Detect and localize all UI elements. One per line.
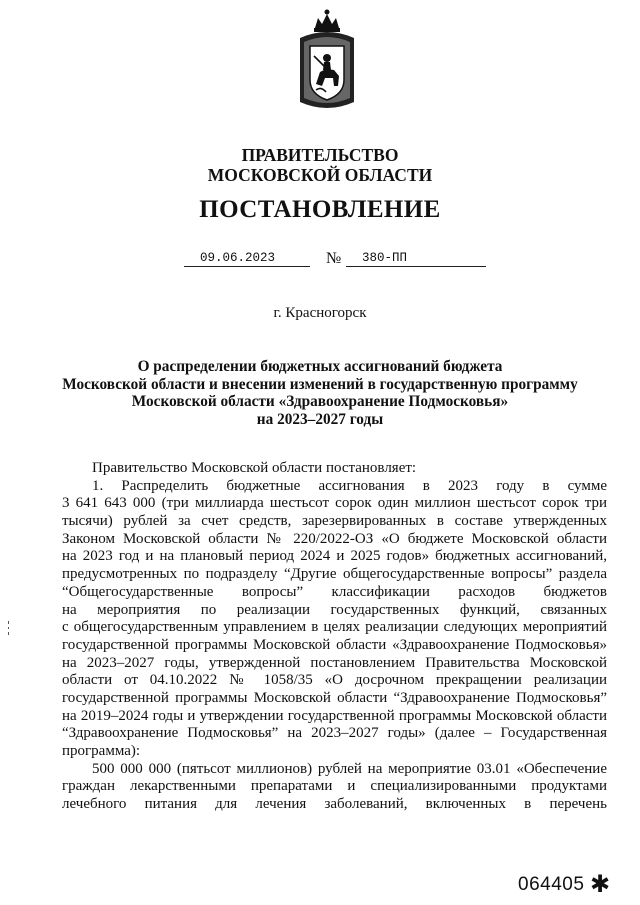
date-underline	[184, 266, 310, 267]
asterisk-icon: ✱	[590, 870, 611, 898]
body-line: Правительство Московской области постановляет:	[92, 460, 417, 476]
document-type-heading: ПОСТАНОВЛЕНИЕ	[199, 196, 441, 223]
body-line: государственной программы Московской области «Здравоохранение Подмосковья»	[62, 636, 607, 653]
body-line: государственной программы Московской области “Здравоохранение Подмосковья”	[62, 689, 607, 706]
number-sign: №	[326, 250, 342, 267]
body-line: лечебного питания для лечения заболеваний, включенных в перечень	[62, 796, 607, 813]
body-line: “Здравоохранение Подмосковья” на 2023–2027 годы» (далее – Государственная	[62, 725, 607, 742]
body-line: “Общегосударственные вопросы” классификации расходов бюджетов	[62, 583, 607, 600]
body-line: Законом Московской области № 220/2022-ОЗ «О бюджете Московской области	[62, 530, 607, 547]
body-line: 500 000 000 (пятьсот миллионов) рублей на мероприятие 03.01 «Обеспечение	[92, 760, 607, 777]
body-line: с общегосударственным управлением в целях реализации следующих мероприятий	[62, 619, 607, 636]
body-line: тысячи) рублей за счет средств, зарезервированных в составе утвержденных	[62, 513, 607, 530]
body-line: 1. Распределить бюджетные ассигнования в 2023 году в сумме	[92, 477, 607, 494]
org-name-line2: МОСКОВСКОЙ ОБЛАСТИ	[207, 165, 433, 185]
decree-title	[0, 358, 640, 428]
body-line: предусмотренных по подразделу “Другие общегосударственные вопросы” раздела	[62, 566, 607, 583]
org-name-line1: ПРАВИТЕЛЬСТВО	[241, 145, 399, 165]
decree-number: 380-ПП	[362, 251, 408, 265]
body-line: 3 641 643 000 (три миллиарда шестьсот сорок один миллион шестьсот сорок три	[62, 495, 607, 512]
body-line: на 2019–2024 годы и утверждении государственной программы Московской области	[62, 707, 607, 724]
coat-of-arms-emblem	[296, 6, 358, 116]
title-line: на 2023–2027 годы	[256, 410, 384, 428]
body-line: на 2023 год и на плановый период 2024 и 2025 годов» бюджетных ассигнований,	[62, 548, 607, 565]
body-line: программа):	[62, 743, 141, 759]
decree-date: 09.06.2023	[200, 251, 276, 265]
decree-body	[62, 460, 607, 814]
number-underline	[346, 266, 486, 267]
title-line: Московской области и внесении изменений в государственную программу	[62, 375, 578, 393]
title-line: О распределении бюджетных ассигнований бюджета	[137, 358, 503, 375]
body-line: граждан лекарственными препаратами и специализированными продуктами	[62, 778, 607, 795]
body-line: области от 04.10.2022 № 1058/35 «О досрочном прекращении реализации	[62, 672, 607, 689]
margin-punch-mark	[7, 621, 10, 635]
title-line: Московской области «Здравоохранение Подмосковья»	[131, 393, 509, 411]
body-line: на 2023–2027 годы, утвержденной постановлением Правительства Московской	[62, 654, 607, 671]
serial-number: 064405	[518, 874, 585, 895]
body-line: на мероприятия по реализации государственных функций, связанных	[62, 601, 607, 618]
city-name: г. Красногорск	[273, 305, 367, 321]
